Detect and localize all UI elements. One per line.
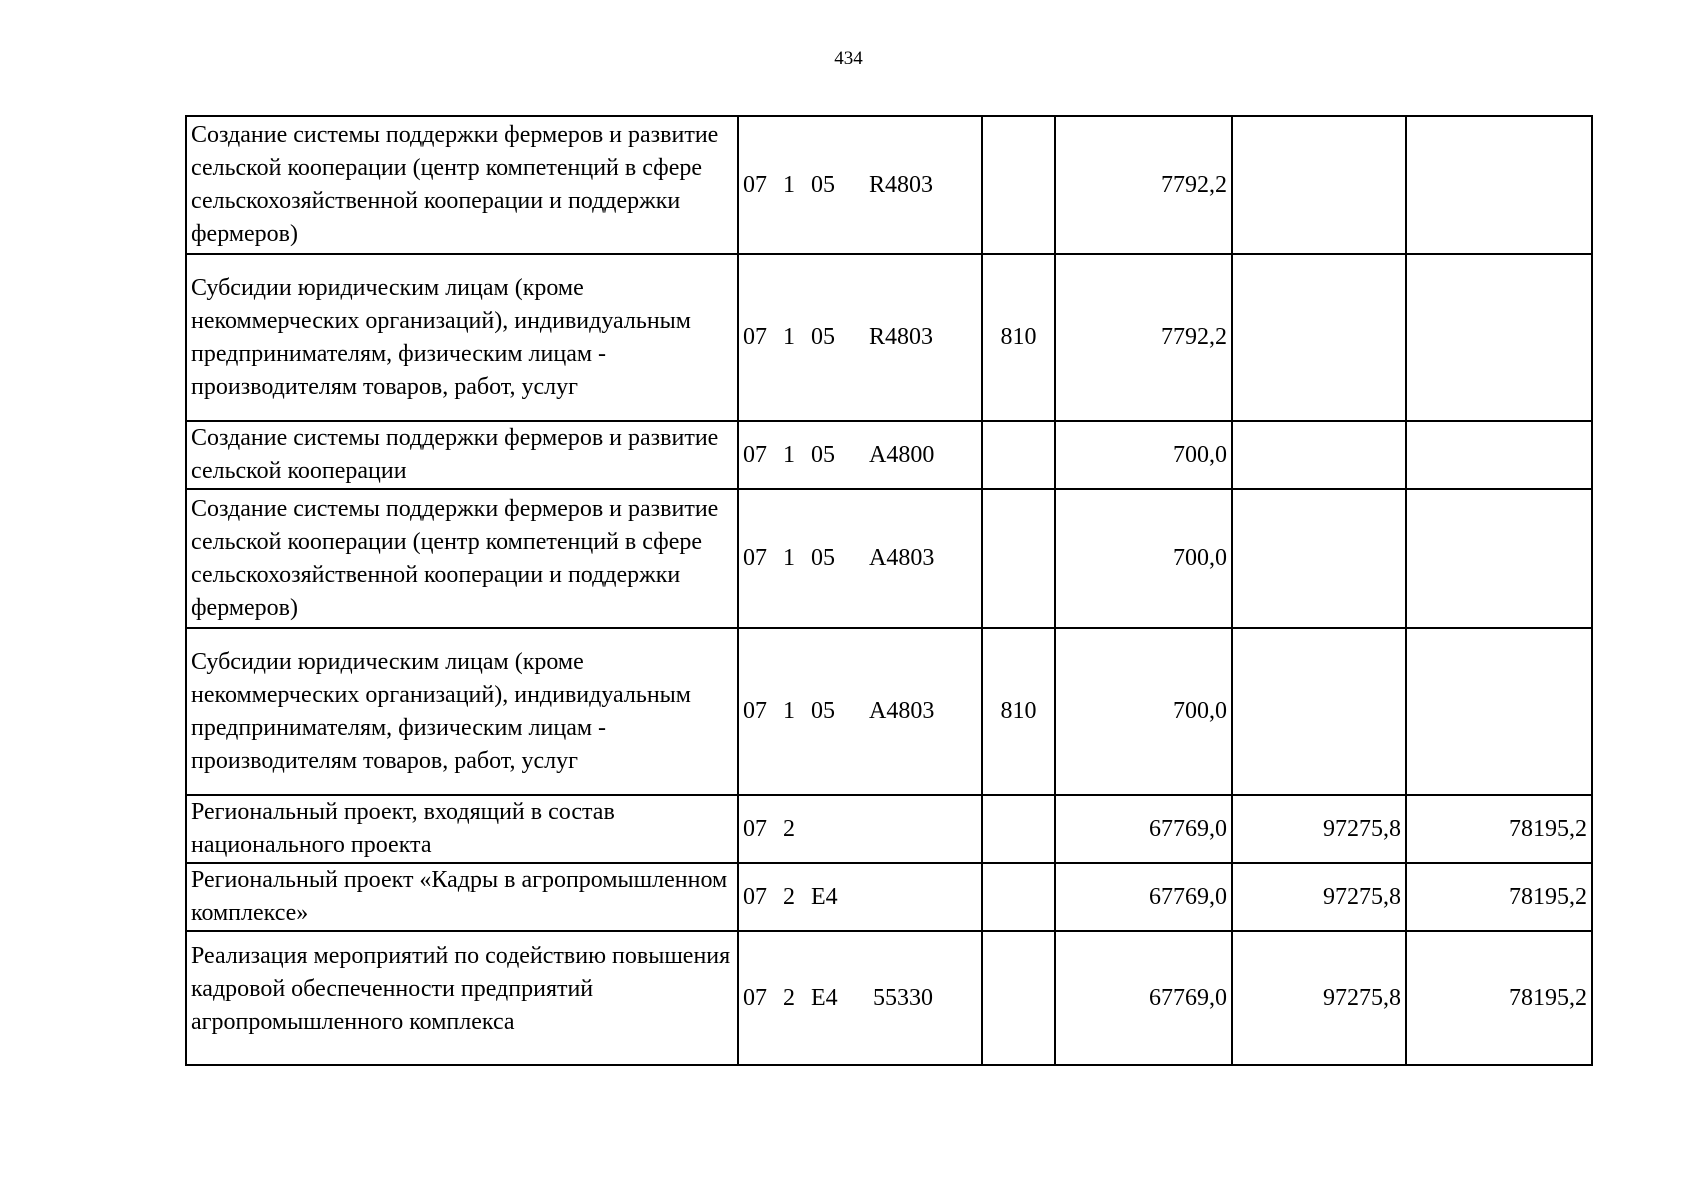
code-om: 05 [811, 324, 835, 350]
row-code [738, 489, 982, 628]
code-gp: 07 [743, 171, 767, 198]
row-name: Региональный проект «Кадры в агропромышленном комплексе» [186, 863, 738, 931]
code-pp: 1 [783, 441, 795, 468]
row-value-3: 78195,2 [1406, 863, 1592, 931]
table-row [186, 421, 1592, 489]
row-value-2 [1232, 628, 1406, 795]
code-om: 05 [811, 441, 835, 468]
row-vr [982, 795, 1055, 863]
row-vr [982, 421, 1055, 489]
row-value-1: 67769,0 [1055, 795, 1232, 863]
row-vr [982, 489, 1055, 628]
code-pp: 2 [783, 815, 795, 842]
code-dir: A4803 [869, 698, 935, 724]
row-code [738, 931, 982, 1065]
row-vr: 810 [982, 628, 1055, 795]
row-value-3 [1406, 489, 1592, 628]
code-dir: A4803 [869, 545, 935, 571]
row-value-3 [1406, 628, 1592, 795]
code-pp: 1 [783, 324, 795, 350]
row-code [738, 254, 982, 421]
code-gp: 07 [743, 815, 767, 842]
row-value-1: 700,0 [1055, 628, 1232, 795]
row-code [738, 863, 982, 931]
table-row [186, 254, 1592, 421]
table-row [186, 489, 1592, 628]
code-gp: 07 [743, 698, 767, 724]
code-dir: R4803 [869, 171, 934, 198]
table-row [186, 931, 1592, 1065]
row-name: Субсидии юридическим лицам (кроме некоммерческих организаций), индивидуальным предпринимателям, физическим лицам - производителям товаров, работ, услуг [186, 254, 738, 421]
row-vr: 810 [982, 254, 1055, 421]
row-value-1: 67769,0 [1055, 931, 1232, 1065]
row-value-1: 7792,2 [1055, 254, 1232, 421]
code-gp: 07 [743, 441, 767, 468]
row-value-2 [1232, 116, 1406, 254]
table-row [186, 628, 1592, 795]
row-value-1: 700,0 [1055, 489, 1232, 628]
code-dir: 55330 [873, 984, 933, 1011]
code-om: E4 [811, 883, 838, 910]
row-code [738, 116, 982, 254]
code-om: 05 [811, 171, 835, 198]
code-pp: 1 [783, 171, 795, 198]
row-value-3 [1406, 421, 1592, 489]
row-code [738, 795, 982, 863]
row-value-1: 700,0 [1055, 421, 1232, 489]
page-number: 434 [834, 48, 863, 69]
row-name: Создание системы поддержки фермеров и развитие сельской кооперации (центр компетенций в сфере сельскохозяйственной кооперации и поддержки фермеров) [186, 116, 738, 254]
code-pp: 2 [783, 984, 795, 1011]
row-value-3 [1406, 116, 1592, 254]
row-value-3 [1406, 254, 1592, 421]
row-name: Создание системы поддержки фермеров и развитие сельской кооперации (центр компетенций в сфере сельскохозяйственной кооперации и поддержки фермеров) [186, 489, 738, 628]
code-om: 05 [811, 698, 835, 724]
row-value-1: 7792,2 [1055, 116, 1232, 254]
row-name: Субсидии юридическим лицам (кроме некоммерческих организаций), индивидуальным предпринимателям, физическим лицам - производителям товаров, работ, услуг [186, 628, 738, 795]
code-pp: 2 [783, 883, 795, 910]
code-gp: 07 [743, 324, 767, 350]
row-value-2: 97275,8 [1232, 931, 1406, 1065]
row-value-1: 67769,0 [1055, 863, 1232, 931]
row-value-2 [1232, 489, 1406, 628]
code-dir: A4800 [869, 441, 935, 468]
row-vr [982, 863, 1055, 931]
code-gp: 07 [743, 883, 767, 910]
row-value-2: 97275,8 [1232, 795, 1406, 863]
row-code [738, 421, 982, 489]
row-name: Реализация мероприятий по содействию повышения кадровой обеспеченности предприятий агропромышленного комплекса [186, 931, 738, 1065]
row-value-2 [1232, 421, 1406, 489]
code-om: 05 [811, 545, 835, 571]
code-om: E4 [811, 984, 838, 1011]
code-pp: 1 [783, 545, 795, 571]
table-row [186, 863, 1592, 931]
row-value-2 [1232, 254, 1406, 421]
table-row [186, 795, 1592, 863]
row-value-3: 78195,2 [1406, 931, 1592, 1065]
row-vr [982, 116, 1055, 254]
code-gp: 07 [743, 984, 767, 1011]
row-value-2: 97275,8 [1232, 863, 1406, 931]
code-pp: 1 [783, 698, 795, 724]
row-vr [982, 931, 1055, 1065]
table-row [186, 116, 1592, 254]
code-dir: R4803 [869, 324, 934, 350]
row-name: Региональный проект, входящий в состав национального проекта [186, 795, 738, 863]
row-code [738, 628, 982, 795]
row-value-3: 78195,2 [1406, 795, 1592, 863]
code-gp: 07 [743, 545, 767, 571]
row-name: Создание системы поддержки фермеров и развитие сельской кооперации [186, 421, 738, 489]
budget-table [185, 115, 1593, 1066]
